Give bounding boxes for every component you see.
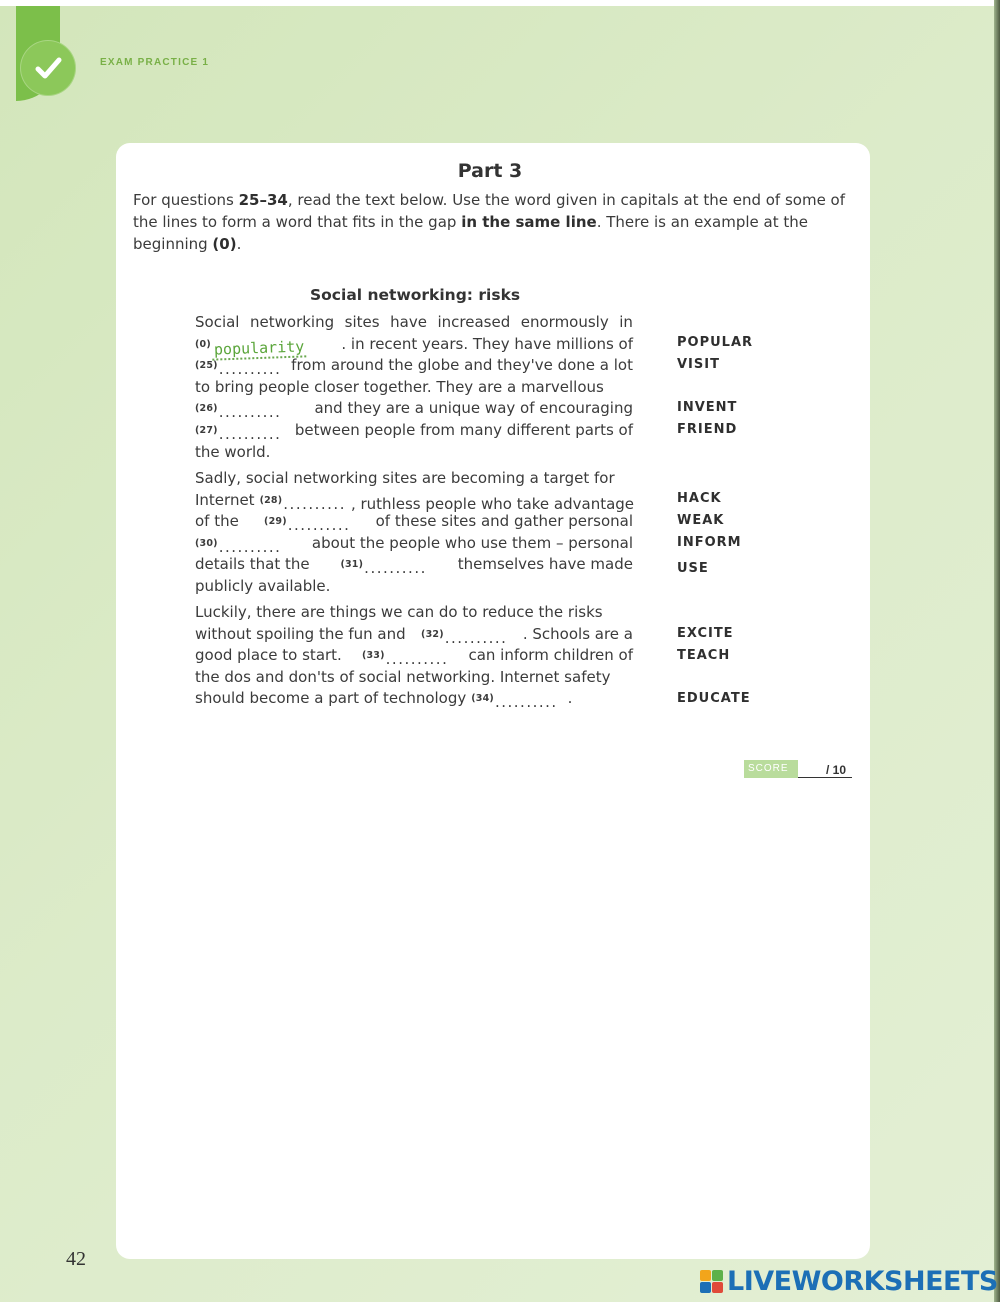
line-text: of these sites and gather personal (375, 512, 633, 531)
brand-tile (700, 1282, 711, 1293)
line-text: from around the globe and they've done a lot (291, 356, 633, 375)
answer-gap-26[interactable]: .......... (218, 403, 282, 422)
instructions-text: . There is an example at the beginning (133, 213, 808, 253)
question-number: (28) (259, 494, 283, 506)
question-number: (34) (471, 693, 494, 705)
question-number: (29) (264, 516, 287, 528)
line-text: Sadly, social networking sites are becoming a target for (195, 469, 615, 487)
answer-gap-34[interactable]: .......... (494, 693, 558, 712)
word: in (619, 313, 633, 331)
example-marker: (0) (212, 235, 237, 253)
keyword-use: USE (677, 561, 709, 576)
question-number: (26) (195, 403, 218, 415)
answer-gap-30[interactable]: .......... (218, 537, 282, 556)
gap-group (340, 554, 426, 576)
text-line (195, 442, 633, 464)
answer-gap-28[interactable]: .......... (283, 494, 346, 513)
brand-tile (712, 1270, 723, 1281)
text-line (195, 624, 633, 646)
question-number: (30) (195, 537, 218, 549)
instructions-text: . (236, 235, 242, 253)
keyword-friend: FRIEND (677, 422, 738, 437)
checkmark-glyph (31, 51, 65, 85)
text-line (195, 511, 633, 533)
line-text: and they are a unique way of encouraging (314, 399, 633, 418)
score-underline (798, 777, 852, 778)
text-line (195, 533, 633, 555)
line-text: , ruthless people who take advantage (350, 494, 635, 513)
paragraph-3 (195, 602, 633, 710)
line-text: . Schools are a (522, 624, 633, 643)
brand-name: LIVEWORKSHEETS (727, 1265, 998, 1297)
text-line (195, 420, 633, 442)
word: sites (344, 313, 380, 331)
answer-gap-25[interactable]: .......... (218, 360, 282, 379)
line-text: without spoiling the fun and (195, 624, 406, 643)
top-strip (0, 0, 1000, 6)
text-line (195, 667, 633, 689)
word: networking (250, 313, 335, 331)
answer-gap-27[interactable]: .......... (218, 424, 282, 443)
keyword-weak: WEAK (677, 513, 725, 528)
line-text: the dos and don'ts of social networking. Internet safety (195, 667, 611, 686)
instructions-text: , read the text below. Use the word given in capitals at the end of some of the lines to form a word that fits in the gap (133, 191, 846, 231)
keyword-visit: VISIT (677, 357, 720, 372)
question-number: (27) (195, 424, 218, 436)
question-number: (32) (421, 628, 444, 640)
answer-gap-33[interactable]: .......... (385, 650, 449, 669)
keyword-popular: POPULAR (677, 335, 754, 350)
line-text: details that the (195, 555, 310, 574)
line-text: . (567, 689, 573, 708)
book-spine (994, 0, 1000, 1302)
line-text: the world. (195, 442, 271, 461)
score-label: SCORE (744, 760, 798, 778)
text-line (195, 645, 633, 667)
text-line (195, 398, 633, 420)
word: Social (195, 313, 240, 331)
brand-tile (700, 1270, 711, 1281)
line-text: of the (195, 512, 239, 531)
line-text: should become a part of technology (195, 689, 467, 708)
keyword-educate: EDUCATE (677, 691, 751, 706)
line-text: publicly available. (195, 576, 331, 595)
instructions-text: For questions (133, 191, 239, 209)
gap-group (260, 490, 639, 512)
line-text: about the people who use them – personal (311, 533, 633, 552)
line-text: to bring people closer together. They are a marvellous (195, 377, 604, 396)
gap-group (264, 511, 350, 533)
keyword-teach: TEACH (677, 648, 731, 663)
paragraph-1 (195, 312, 633, 463)
text-line (195, 468, 633, 490)
answer-gap-29[interactable]: .......... (287, 516, 351, 535)
line-text: can inform children of (468, 646, 633, 665)
text-line (195, 688, 633, 710)
gap-group (471, 688, 562, 710)
line-text: . in recent years. They have millions of (341, 334, 633, 353)
question-number: (33) (361, 650, 385, 662)
line-text: between people from many different parts of (294, 420, 633, 439)
example-answer: popularity (212, 338, 307, 360)
brand-tile (712, 1282, 723, 1293)
keyword-hack: HACK (677, 491, 722, 506)
word: increased (437, 313, 511, 331)
text-line (195, 312, 633, 334)
line-text: themselves have made (457, 555, 633, 574)
gap-group (421, 624, 507, 646)
word: have (390, 313, 427, 331)
text-line (195, 576, 633, 598)
question-number: (31) (340, 559, 364, 571)
instructions (133, 189, 853, 255)
gap-group (362, 645, 448, 667)
section-label: EXAM PRACTICE 1 (100, 57, 210, 68)
keyword-inform: INFORM (677, 535, 742, 550)
text-line (195, 490, 633, 512)
line-text: good place to start. (195, 646, 342, 665)
question-number: (25) (195, 360, 218, 372)
gap-group (195, 420, 281, 442)
checkmark-icon (20, 40, 76, 96)
part-title: Part 3 (457, 160, 523, 182)
keyword-invent: INVENT (677, 400, 738, 415)
question-range: 25–34 (238, 191, 288, 209)
brand-grid-icon (700, 1270, 723, 1293)
text-line (195, 602, 633, 624)
liveworksheets-logo[interactable] (700, 1264, 998, 1298)
example-answer-group (195, 334, 306, 359)
word: enormously (520, 313, 609, 331)
score-total: / 10 (826, 763, 847, 777)
text-line (195, 377, 633, 399)
keyword-excite: EXCITE (677, 626, 734, 641)
gap-group (195, 533, 281, 555)
text-title: Social networking: risks (310, 286, 521, 304)
text-line (195, 334, 633, 359)
line-text: Internet (195, 490, 255, 509)
page-number: 42 (66, 1248, 86, 1270)
text-line (195, 554, 633, 576)
paragraph-2 (195, 468, 633, 598)
line-text: Luckily, there are things we can do to reduce the risks (195, 603, 603, 621)
gap-group (195, 398, 281, 420)
answer-gap-32[interactable]: .......... (444, 628, 508, 647)
question-number: (0) (195, 338, 211, 350)
answer-gap-31[interactable]: .......... (364, 559, 427, 578)
instructions-emphasis: in the same line (461, 213, 597, 231)
